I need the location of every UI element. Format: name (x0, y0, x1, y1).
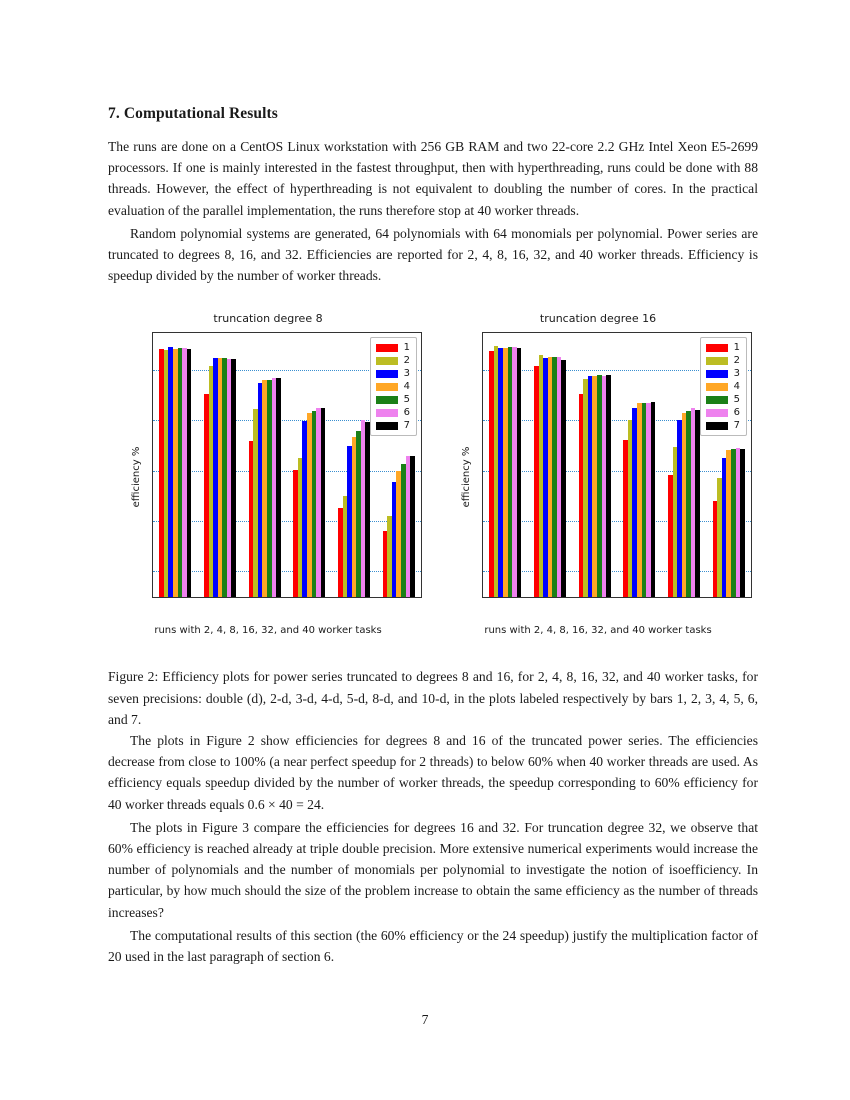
legend-label: 2 (733, 354, 740, 366)
grid-line (483, 521, 751, 522)
plot-wrapper (482, 332, 752, 598)
section-title-text: Computational Results (123, 105, 278, 122)
legend-label: 5 (733, 393, 740, 405)
bar (365, 422, 370, 597)
legend-color-swatch (376, 370, 398, 378)
y-axis-tick-mark (482, 345, 483, 346)
legend-item (706, 394, 740, 405)
page-content (108, 105, 758, 969)
legend-color-swatch (706, 409, 728, 417)
x-axis-tick-mark (639, 597, 640, 598)
bar (231, 359, 236, 598)
legend-color-swatch (376, 422, 398, 430)
chart-title: truncation degree 16 (539, 312, 657, 326)
x-axis-tick-mark (595, 597, 596, 598)
legend-item (376, 394, 410, 405)
chart-legend (700, 337, 747, 436)
legend-color-swatch (706, 357, 728, 365)
bar (517, 348, 522, 598)
legend-item (706, 420, 740, 431)
page-title (108, 105, 758, 123)
bar (740, 449, 745, 598)
legend-label: 5 (403, 393, 410, 405)
y-axis-tick-mark (152, 395, 153, 396)
legend-item (376, 407, 410, 418)
x-axis-tick-mark (399, 597, 400, 598)
section-number: 7. (108, 105, 120, 122)
chart-title: truncation degree 8 (213, 312, 323, 326)
legend-color-swatch (376, 357, 398, 365)
page-number: 7 (421, 1012, 429, 1027)
plot-area (152, 332, 422, 598)
charts-row (108, 312, 758, 642)
legend-label: 6 (733, 406, 740, 418)
x-axis-tick-mark (220, 597, 221, 598)
chart-truncation-degree-8 (108, 312, 428, 642)
y-axis-tick-mark (152, 496, 153, 497)
x-axis-tick-mark (550, 597, 551, 598)
chart-x-axis-label: runs with 2, 4, 8, 16, 32, and 40 worker tasks (154, 625, 382, 637)
plot-area (482, 332, 752, 598)
legend-item (376, 420, 410, 431)
legend-item (706, 355, 740, 366)
grid-line (483, 571, 751, 572)
paragraph-5: The computational results of this section (the 60% efficiency or the 24 speedup) justify the multiplication factor of 20 used in the last paragraph of section 6. (108, 927, 758, 965)
paragraph-3: The plots in Figure 2 show efficiencies for degrees 8 and 16 of the truncated power series. The efficiencies decrease from close to 100% (a near perfect speedup for 2 threads) to below 60% when 40 worker threads are used. As efficiency equals speedup divided by the number of worker threads, the speedup corresponding to 60% efficiency for 40 worker threads equals 0.6 × 40 = 24. (108, 733, 758, 812)
y-axis-tick-mark (482, 395, 483, 396)
paragraph-4: The plots in Figure 3 compare the efficiencies for degrees 16 and 32. For truncation degree 32, we observe that 60% efficiency is reached already at triple double precision. More extensive numerical experiments would increase the number of polynomials and the number of monomials per polynomial to investigate the notion of isoefficiency. In particular, by how much should the size of the problem increase to obtain the same efficiency as the number of threads increases? (108, 819, 758, 920)
legend-color-swatch (376, 344, 398, 352)
legend-color-swatch (376, 409, 398, 417)
y-axis-tick-mark (152, 345, 153, 346)
legend-label: 2 (403, 354, 410, 366)
figure-caption: Figure 2: Efficiency plots for power series truncated to degrees 8 and 16, for 2, 4, 8, 16, 32, and 40 worker tasks, for seven precisions: double (d), 2-d, 3-d, 4-d, 5-d, 8-d, and 10-d, in the plots labeled respectively by bars 1, 2, 3, 4, 5, 6, and 7. (108, 669, 758, 727)
x-axis-tick-mark (265, 597, 266, 598)
grid-line (153, 571, 421, 572)
plot-wrapper (152, 332, 422, 598)
legend-item (706, 342, 740, 353)
legend-color-swatch (706, 396, 728, 404)
x-axis-tick-mark (175, 597, 176, 598)
y-axis-tick-mark (152, 546, 153, 547)
bar (651, 402, 656, 598)
paragraph-2: Random polynomial systems are generated, 64 polynomials with 64 monomials per polynomial. Power series are truncated to degrees 8, 16, and 32. Efficiencies are reported for 2, 4, 8, 16, 32, and 40 worker threads. Efficiency is speedup divided by the number of worker threads. (108, 225, 758, 284)
paragraph-1: The runs are done on a CentOS Linux workstation with 256 GB RAM and two 22-core 2.2 GHz Intel Xeon E5-2699 processors. If one is mainly interested in the fastest throughput, then with hyperthreading, runs could be done with 88 threads. However, the effect of hyperthreading is not equivalent to doubling the number of cores. In the practical evaluation of the parallel implementation, the runs therefore stop at 40 worker threads. (108, 139, 758, 218)
legend-label: 3 (403, 367, 410, 379)
chart-x-axis-label: runs with 2, 4, 8, 16, 32, and 40 worker tasks (484, 625, 712, 637)
legend-label: 3 (733, 367, 740, 379)
legend-label: 4 (403, 380, 410, 392)
x-axis-tick-mark (505, 597, 506, 598)
y-axis-tick-mark (482, 546, 483, 547)
legend-color-swatch (706, 422, 728, 430)
x-axis-tick-mark (354, 597, 355, 598)
bar (606, 375, 611, 598)
bar (410, 456, 415, 597)
chart-y-axis-label: efficiency % (460, 447, 472, 508)
legend-label: 7 (403, 419, 410, 431)
legend-item (706, 381, 740, 392)
x-axis-tick-mark (729, 597, 730, 598)
chart-y-axis-label: efficiency % (130, 447, 142, 508)
figure-2 (108, 312, 758, 730)
legend-label: 7 (733, 419, 740, 431)
y-axis-tick-mark (482, 446, 483, 447)
legend-item (706, 407, 740, 418)
legend-item (376, 355, 410, 366)
grid-line (153, 471, 421, 472)
bar (561, 360, 566, 598)
legend-color-swatch (706, 383, 728, 391)
bar (187, 349, 192, 598)
legend-label: 4 (733, 380, 740, 392)
grid-line (483, 471, 751, 472)
bar (695, 410, 700, 598)
legend-item (376, 381, 410, 392)
y-axis-tick-mark (152, 596, 153, 597)
legend-item (376, 342, 410, 353)
grid-line (153, 521, 421, 522)
legend-item (706, 368, 740, 379)
legend-item (376, 368, 410, 379)
legend-label: 1 (403, 341, 410, 353)
y-axis-tick-mark (152, 446, 153, 447)
x-axis-tick-mark (309, 597, 310, 598)
chart-legend (370, 337, 417, 436)
legend-label: 1 (733, 341, 740, 353)
legend-label: 6 (403, 406, 410, 418)
legend-color-swatch (706, 370, 728, 378)
bar (276, 378, 281, 598)
legend-color-swatch (376, 396, 398, 404)
legend-color-swatch (706, 344, 728, 352)
chart-truncation-degree-16 (438, 312, 758, 642)
bar (321, 408, 326, 598)
x-axis-tick-mark (684, 597, 685, 598)
y-axis-tick-mark (482, 496, 483, 497)
y-axis-tick-mark (482, 596, 483, 597)
legend-color-swatch (376, 383, 398, 391)
